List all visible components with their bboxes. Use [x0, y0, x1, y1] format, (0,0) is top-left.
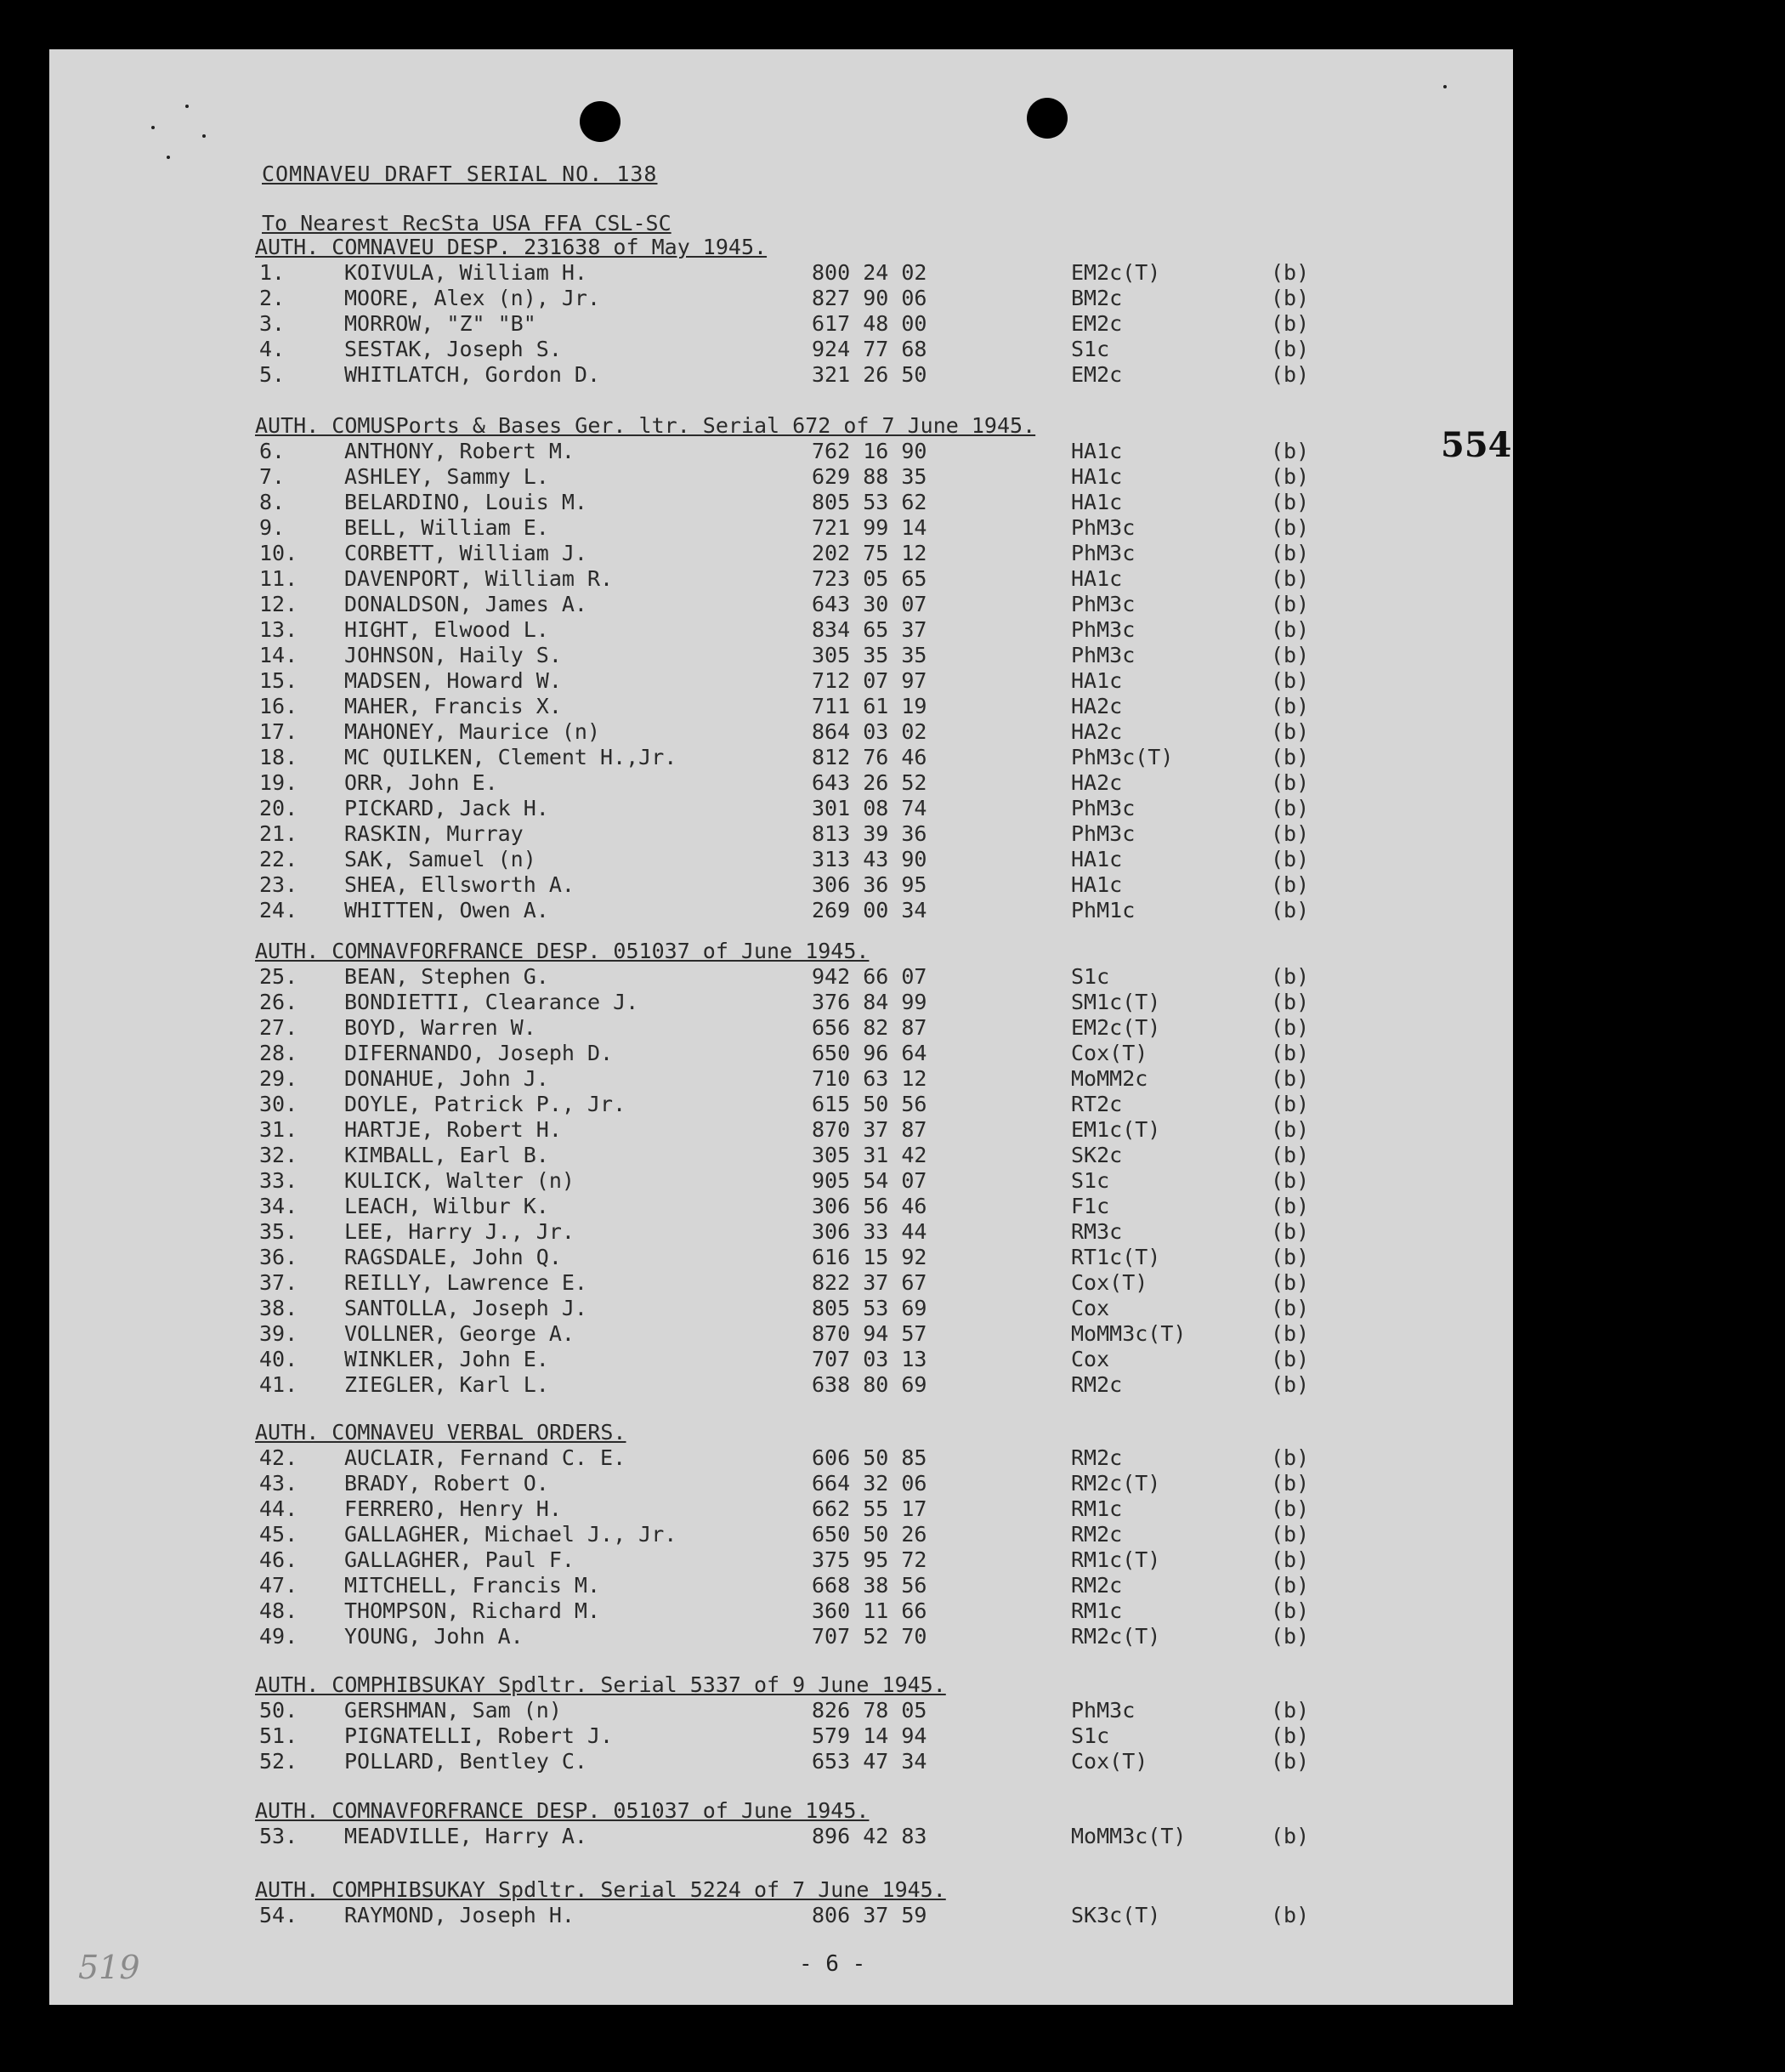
- roster-serial: 668 38 56: [812, 1573, 927, 1598]
- roster-code: (b): [1271, 1066, 1310, 1091]
- roster-no: 38.: [259, 1296, 298, 1320]
- speck: [151, 126, 155, 129]
- roster-no: 44.: [259, 1496, 298, 1521]
- roster-name: DIFERNANDO, Joseph D.: [344, 1041, 614, 1065]
- roster-name: BELL, William E.: [344, 515, 549, 540]
- roster-rate: PhM3c(T): [1071, 745, 1174, 769]
- roster-name: DAVENPORT, William R.: [344, 566, 614, 591]
- roster-code: (b): [1271, 1372, 1310, 1397]
- roster-code: (b): [1271, 1598, 1310, 1623]
- roster-rate: RM3c: [1071, 1219, 1123, 1244]
- roster-name: GALLAGHER, Paul F.: [344, 1547, 575, 1572]
- roster-name: HARTJE, Robert H.: [344, 1117, 562, 1142]
- roster-no: 39.: [259, 1321, 298, 1346]
- roster-code: (b): [1271, 541, 1310, 565]
- roster-code: (b): [1271, 1471, 1310, 1496]
- roster-name: ANTHONY, Robert M.: [344, 439, 575, 463]
- roster-serial: 805 53 62: [812, 490, 927, 514]
- roster-rate: MoMM3c(T): [1071, 1824, 1187, 1848]
- roster-no: 6.: [259, 439, 286, 463]
- roster-no: 35.: [259, 1219, 298, 1244]
- speck: [1443, 85, 1447, 88]
- roster-code: (b): [1271, 337, 1310, 361]
- roster-code: (b): [1271, 286, 1310, 310]
- roster-rate: HA2c: [1071, 694, 1123, 718]
- roster-serial: 202 75 12: [812, 541, 927, 565]
- roster-name: DOYLE, Patrick P., Jr.: [344, 1092, 626, 1116]
- roster-serial: 643 26 52: [812, 770, 927, 795]
- roster-no: 3.: [259, 311, 286, 336]
- roster-name: SESTAK, Joseph S.: [344, 337, 562, 361]
- roster-code: (b): [1271, 1573, 1310, 1598]
- roster-rate: PhM3c: [1071, 796, 1136, 820]
- roster-code: (b): [1271, 770, 1310, 795]
- roster-no: 40.: [259, 1347, 298, 1371]
- roster-serial: 664 32 06: [812, 1471, 927, 1496]
- roster-code: (b): [1271, 1347, 1310, 1371]
- roster-code: (b): [1271, 490, 1310, 514]
- roster-name: POLLARD, Bentley C.: [344, 1749, 587, 1774]
- roster-serial: 942 66 07: [812, 964, 927, 989]
- roster-no: 12.: [259, 592, 298, 616]
- roster-serial: 313 43 90: [812, 847, 927, 871]
- roster-rate: HA1c: [1071, 847, 1123, 871]
- roster-no: 31.: [259, 1117, 298, 1142]
- roster-rate: S1c: [1071, 1723, 1110, 1748]
- roster-code: (b): [1271, 1168, 1310, 1193]
- roster-rate: HA1c: [1071, 566, 1123, 591]
- roster-serial: 376 84 99: [812, 990, 927, 1014]
- roster-code: (b): [1271, 796, 1310, 820]
- roster-serial: 269 00 34: [812, 898, 927, 922]
- roster-name: MORROW, "Z" "B": [344, 311, 536, 336]
- roster-rate: RM1c(T): [1071, 1547, 1161, 1572]
- roster-no: 10.: [259, 541, 298, 565]
- roster-code: (b): [1271, 1092, 1310, 1116]
- auth-heading: AUTH. COMNAVFORFRANCE DESP. 051037 of June 1945.: [255, 939, 870, 963]
- roster-code: (b): [1271, 1698, 1310, 1723]
- roster-name: YOUNG, John A.: [344, 1624, 524, 1649]
- roster-serial: 306 33 44: [812, 1219, 927, 1244]
- roster-rate: S1c: [1071, 1168, 1110, 1193]
- roster-rate: RM2c: [1071, 1573, 1123, 1598]
- roster-no: 9.: [259, 515, 286, 540]
- roster-code: (b): [1271, 439, 1310, 463]
- roster-code: (b): [1271, 643, 1310, 667]
- roster-serial: 711 61 19: [812, 694, 927, 718]
- roster-serial: 806 37 59: [812, 1903, 927, 1927]
- auth-heading: AUTH. COMPHIBSUKAY Spdltr. Serial 5337 of 9 June 1945.: [255, 1672, 946, 1697]
- punch-hole: [1027, 98, 1068, 139]
- roster-serial: 924 77 68: [812, 337, 927, 361]
- roster-code: (b): [1271, 464, 1310, 489]
- roster-serial: 305 35 35: [812, 643, 927, 667]
- roster-no: 36.: [259, 1245, 298, 1269]
- roster-rate: RT1c(T): [1071, 1245, 1161, 1269]
- roster-code: (b): [1271, 1624, 1310, 1649]
- roster-name: MITCHELL, Francis M.: [344, 1573, 601, 1598]
- roster-name: WHITTEN, Owen A.: [344, 898, 549, 922]
- roster-no: 13.: [259, 617, 298, 642]
- roster-rate: HA1c: [1071, 668, 1123, 693]
- roster-code: (b): [1271, 1522, 1310, 1547]
- roster-name: ASHLEY, Sammy L.: [344, 464, 549, 489]
- roster-no: 7.: [259, 464, 286, 489]
- roster-rate: MoMM2c: [1071, 1066, 1148, 1091]
- roster-serial: 650 96 64: [812, 1041, 927, 1065]
- roster-name: SANTOLLA, Joseph J.: [344, 1296, 587, 1320]
- roster-serial: 638 80 69: [812, 1372, 927, 1397]
- roster-serial: 375 95 72: [812, 1547, 927, 1572]
- roster-rate: S1c: [1071, 337, 1110, 361]
- roster-name: DONALDSON, James A.: [344, 592, 587, 616]
- roster-code: (b): [1271, 1824, 1310, 1848]
- roster-code: (b): [1271, 362, 1310, 387]
- roster-no: 4.: [259, 337, 286, 361]
- roster-rate: HA1c: [1071, 439, 1123, 463]
- roster-rate: RM2c(T): [1071, 1471, 1161, 1496]
- roster-code: (b): [1271, 990, 1310, 1014]
- roster-serial: 615 50 56: [812, 1092, 927, 1116]
- roster-code: (b): [1271, 566, 1310, 591]
- roster-no: 32.: [259, 1143, 298, 1167]
- roster-rate: HA1c: [1071, 872, 1123, 897]
- roster-serial: 800 24 02: [812, 260, 927, 285]
- roster-no: 51.: [259, 1723, 298, 1748]
- roster-name: MC QUILKEN, Clement H.,Jr.: [344, 745, 677, 769]
- roster-name: ZIEGLER, Karl L.: [344, 1372, 549, 1397]
- roster-rate: SK2c: [1071, 1143, 1123, 1167]
- roster-no: 19.: [259, 770, 298, 795]
- roster-name: KIMBALL, Earl B.: [344, 1143, 549, 1167]
- roster-name: BONDIETTI, Clearance J.: [344, 990, 639, 1014]
- roster-name: MADSEN, Howard W.: [344, 668, 562, 693]
- auth-heading: AUTH. COMPHIBSUKAY Spdltr. Serial 5224 of 7 June 1945.: [255, 1877, 946, 1902]
- roster-serial: 827 90 06: [812, 286, 927, 310]
- roster-no: 14.: [259, 643, 298, 667]
- roster-rate: PhM3c: [1071, 1698, 1136, 1723]
- roster-serial: 662 55 17: [812, 1496, 927, 1521]
- roster-no: 5.: [259, 362, 286, 387]
- roster-serial: 826 78 05: [812, 1698, 927, 1723]
- roster-name: SAK, Samuel (n): [344, 847, 536, 871]
- roster-no: 21.: [259, 821, 298, 846]
- destination-line: To Nearest RecSta USA FFA CSL-SC: [262, 211, 672, 236]
- roster-code: (b): [1271, 1117, 1310, 1142]
- roster-code: (b): [1271, 592, 1310, 616]
- roster-no: 48.: [259, 1598, 298, 1623]
- roster-code: (b): [1271, 1015, 1310, 1040]
- roster-serial: 905 54 07: [812, 1168, 927, 1193]
- roster-name: RASKIN, Murray: [344, 821, 524, 846]
- roster-rate: RM1c: [1071, 1598, 1123, 1623]
- roster-rate: EM2c(T): [1071, 260, 1161, 285]
- roster-serial: 617 48 00: [812, 311, 927, 336]
- roster-code: (b): [1271, 821, 1310, 846]
- roster-name: REILLY, Lawrence E.: [344, 1270, 587, 1295]
- roster-code: (b): [1271, 1296, 1310, 1320]
- roster-no: 1.: [259, 260, 286, 285]
- roster-name: RAYMOND, Joseph H.: [344, 1903, 575, 1927]
- roster-no: 37.: [259, 1270, 298, 1295]
- roster-rate: HA2c: [1071, 770, 1123, 795]
- roster-code: (b): [1271, 1321, 1310, 1346]
- roster-no: 11.: [259, 566, 298, 591]
- roster-serial: 712 07 97: [812, 668, 927, 693]
- roster-rate: SK3c(T): [1071, 1903, 1161, 1927]
- roster-serial: 616 15 92: [812, 1245, 927, 1269]
- roster-serial: 606 50 85: [812, 1445, 927, 1470]
- roster-serial: 762 16 90: [812, 439, 927, 463]
- roster-name: GALLAGHER, Michael J., Jr.: [344, 1522, 677, 1547]
- roster-code: (b): [1271, 260, 1310, 285]
- roster-serial: 650 50 26: [812, 1522, 927, 1547]
- roster-code: (b): [1271, 898, 1310, 922]
- roster-name: BRADY, Robert O.: [344, 1471, 549, 1496]
- roster-serial: 822 37 67: [812, 1270, 927, 1295]
- roster-rate: Cox: [1071, 1347, 1110, 1371]
- roster-serial: 721 99 14: [812, 515, 927, 540]
- roster-rate: Cox: [1071, 1296, 1110, 1320]
- roster-rate: RM2c: [1071, 1372, 1123, 1397]
- roster-rate: HA1c: [1071, 464, 1123, 489]
- roster-code: (b): [1271, 1270, 1310, 1295]
- roster-rate: MoMM3c(T): [1071, 1321, 1187, 1346]
- roster-serial: 656 82 87: [812, 1015, 927, 1040]
- roster-code: (b): [1271, 964, 1310, 989]
- roster-no: 52.: [259, 1749, 298, 1774]
- roster-serial: 896 42 83: [812, 1824, 927, 1848]
- roster-no: 26.: [259, 990, 298, 1014]
- auth-heading: AUTH. COMUSPorts & Bases Ger. ltr. Serial 672 of 7 June 1945.: [255, 413, 1036, 438]
- roster-name: MEADVILLE, Harry A.: [344, 1824, 587, 1848]
- roster-no: 29.: [259, 1066, 298, 1091]
- roster-code: (b): [1271, 1245, 1310, 1269]
- roster-name: FERRERO, Henry H.: [344, 1496, 562, 1521]
- stamp-number: 554: [1441, 425, 1512, 465]
- roster-code: (b): [1271, 694, 1310, 718]
- roster-serial: 301 08 74: [812, 796, 927, 820]
- roster-name: ORR, John E.: [344, 770, 498, 795]
- page-number: - 6 -: [799, 1951, 866, 1977]
- roster-rate: Cox(T): [1071, 1041, 1148, 1065]
- roster-serial: 653 47 34: [812, 1749, 927, 1774]
- roster-no: 50.: [259, 1698, 298, 1723]
- roster-code: (b): [1271, 1903, 1310, 1927]
- roster-rate: S1c: [1071, 964, 1110, 989]
- roster-rate: EM1c(T): [1071, 1117, 1161, 1142]
- roster-serial: 321 26 50: [812, 362, 927, 387]
- roster-name: AUCLAIR, Fernand C. E.: [344, 1445, 626, 1470]
- roster-no: 46.: [259, 1547, 298, 1572]
- roster-serial: 629 88 35: [812, 464, 927, 489]
- roster-code: (b): [1271, 1445, 1310, 1470]
- roster-name: DONAHUE, John J.: [344, 1066, 549, 1091]
- roster-serial: 710 63 12: [812, 1066, 927, 1091]
- roster-rate: BM2c: [1071, 286, 1123, 310]
- roster-serial: 813 39 36: [812, 821, 927, 846]
- roster-code: (b): [1271, 1143, 1310, 1167]
- roster-code: (b): [1271, 515, 1310, 540]
- roster-serial: 864 03 02: [812, 719, 927, 744]
- roster-name: MAHER, Francis X.: [344, 694, 562, 718]
- roster-no: 27.: [259, 1015, 298, 1040]
- roster-code: (b): [1271, 872, 1310, 897]
- roster-serial: 643 30 07: [812, 592, 927, 616]
- roster-serial: 870 37 87: [812, 1117, 927, 1142]
- roster-name: BELARDINO, Louis M.: [344, 490, 587, 514]
- roster-code: (b): [1271, 1496, 1310, 1521]
- roster-code: (b): [1271, 719, 1310, 744]
- roster-serial: 306 36 95: [812, 872, 927, 897]
- roster-rate: PhM3c: [1071, 515, 1136, 540]
- roster-name: LEE, Harry J., Jr.: [344, 1219, 575, 1244]
- roster-code: (b): [1271, 1723, 1310, 1748]
- roster-rate: PhM3c: [1071, 821, 1136, 846]
- roster-no: 24.: [259, 898, 298, 922]
- roster-no: 22.: [259, 847, 298, 871]
- roster-name: LEACH, Wilbur K.: [344, 1194, 549, 1218]
- auth-heading: AUTH. COMNAVEU VERBAL ORDERS.: [255, 1420, 626, 1445]
- roster-name: SHEA, Ellsworth A.: [344, 872, 575, 897]
- roster-rate: EM2c(T): [1071, 1015, 1161, 1040]
- roster-rate: F1c: [1071, 1194, 1110, 1218]
- roster-no: 49.: [259, 1624, 298, 1649]
- roster-no: 28.: [259, 1041, 298, 1065]
- roster-no: 54.: [259, 1903, 298, 1927]
- roster-name: BOYD, Warren W.: [344, 1015, 536, 1040]
- roster-code: (b): [1271, 1041, 1310, 1065]
- roster-rate: PhM3c: [1071, 592, 1136, 616]
- roster-no: 34.: [259, 1194, 298, 1218]
- roster-no: 45.: [259, 1522, 298, 1547]
- roster-no: 17.: [259, 719, 298, 744]
- roster-rate: EM2c: [1071, 311, 1123, 336]
- roster-rate: RT2c: [1071, 1092, 1123, 1116]
- roster-name: WINKLER, John E.: [344, 1347, 549, 1371]
- punch-hole: [580, 101, 620, 142]
- roster-name: WHITLATCH, Gordon D.: [344, 362, 601, 387]
- roster-no: 42.: [259, 1445, 298, 1470]
- roster-no: 41.: [259, 1372, 298, 1397]
- roster-name: THOMPSON, Richard M.: [344, 1598, 601, 1623]
- speck: [185, 105, 189, 108]
- roster-rate: RM1c: [1071, 1496, 1123, 1521]
- roster-code: (b): [1271, 617, 1310, 642]
- roster-name: JOHNSON, Haily S.: [344, 643, 562, 667]
- roster-rate: PhM3c: [1071, 643, 1136, 667]
- auth-heading: AUTH. COMNAVEU DESP. 231638 of May 1945.: [255, 235, 768, 259]
- document-title: COMNAVEU DRAFT SERIAL NO. 138: [262, 162, 658, 186]
- roster-no: 53.: [259, 1824, 298, 1848]
- roster-name: PICKARD, Jack H.: [344, 796, 549, 820]
- roster-code: (b): [1271, 311, 1310, 336]
- roster-rate: PhM1c: [1071, 898, 1136, 922]
- roster-code: (b): [1271, 847, 1310, 871]
- roster-no: 33.: [259, 1168, 298, 1193]
- roster-rate: PhM3c: [1071, 541, 1136, 565]
- roster-code: (b): [1271, 745, 1310, 769]
- roster-rate: Cox(T): [1071, 1749, 1148, 1774]
- roster-rate: EM2c: [1071, 362, 1123, 387]
- roster-serial: 707 52 70: [812, 1624, 927, 1649]
- roster-no: 30.: [259, 1092, 298, 1116]
- roster-name: HIGHT, Elwood L.: [344, 617, 549, 642]
- roster-name: GERSHMAN, Sam (n): [344, 1698, 562, 1723]
- speck: [167, 156, 170, 159]
- speck: [202, 134, 206, 138]
- roster-code: (b): [1271, 1749, 1310, 1774]
- roster-rate: RM2c: [1071, 1522, 1123, 1547]
- roster-no: 16.: [259, 694, 298, 718]
- roster-name: KULICK, Walter (n): [344, 1168, 575, 1193]
- roster-code: (b): [1271, 1219, 1310, 1244]
- roster-no: 20.: [259, 796, 298, 820]
- roster-rate: SM1c(T): [1071, 990, 1161, 1014]
- roster-no: 25.: [259, 964, 298, 989]
- roster-name: BEAN, Stephen G.: [344, 964, 549, 989]
- roster-serial: 834 65 37: [812, 617, 927, 642]
- roster-code: (b): [1271, 1194, 1310, 1218]
- roster-serial: 305 31 42: [812, 1143, 927, 1167]
- roster-rate: RM2c(T): [1071, 1624, 1161, 1649]
- roster-name: MAHONEY, Maurice (n): [344, 719, 601, 744]
- roster-serial: 707 03 13: [812, 1347, 927, 1371]
- roster-no: 18.: [259, 745, 298, 769]
- roster-serial: 805 53 69: [812, 1296, 927, 1320]
- roster-serial: 306 56 46: [812, 1194, 927, 1218]
- roster-name: CORBETT, William J.: [344, 541, 587, 565]
- roster-rate: Cox(T): [1071, 1270, 1148, 1295]
- roster-rate: RM2c: [1071, 1445, 1123, 1470]
- roster-rate: PhM3c: [1071, 617, 1136, 642]
- roster-name: KOIVULA, William H.: [344, 260, 587, 285]
- auth-heading: AUTH. COMNAVFORFRANCE DESP. 051037 of June 1945.: [255, 1798, 870, 1823]
- pencil-note: 519: [78, 1949, 140, 1986]
- roster-serial: 579 14 94: [812, 1723, 927, 1748]
- roster-no: 15.: [259, 668, 298, 693]
- roster-no: 43.: [259, 1471, 298, 1496]
- roster-name: RAGSDALE, John Q.: [344, 1245, 562, 1269]
- roster-name: PIGNATELLI, Robert J.: [344, 1723, 614, 1748]
- roster-code: (b): [1271, 668, 1310, 693]
- roster-no: 2.: [259, 286, 286, 310]
- roster-no: 47.: [259, 1573, 298, 1598]
- roster-rate: HA1c: [1071, 490, 1123, 514]
- roster-serial: 360 11 66: [812, 1598, 927, 1623]
- roster-name: MOORE, Alex (n), Jr.: [344, 286, 601, 310]
- roster-serial: 723 05 65: [812, 566, 927, 591]
- roster-serial: 870 94 57: [812, 1321, 927, 1346]
- roster-serial: 812 76 46: [812, 745, 927, 769]
- roster-no: 23.: [259, 872, 298, 897]
- roster-code: (b): [1271, 1547, 1310, 1572]
- roster-rate: HA2c: [1071, 719, 1123, 744]
- roster-name: VOLLNER, George A.: [344, 1321, 575, 1346]
- roster-no: 8.: [259, 490, 286, 514]
